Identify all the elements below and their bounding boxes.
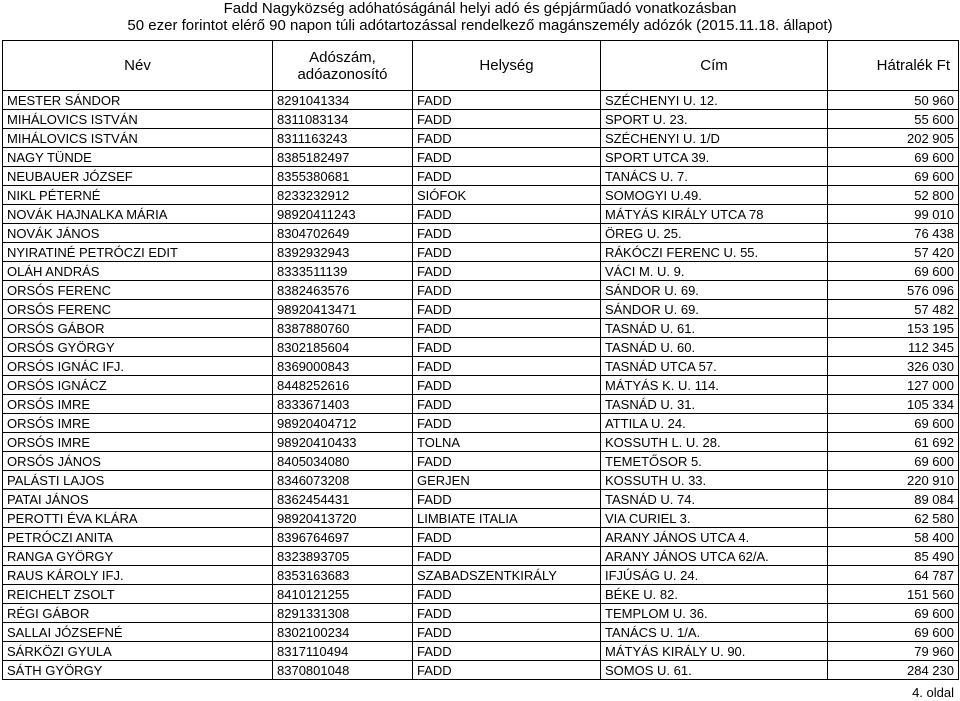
cell-name: NOVÁK HAJNALKA MÁRIA bbox=[3, 205, 273, 224]
cell-taxid: 8392932943 bbox=[273, 243, 413, 262]
cell-address: TASNÁD U. 61. bbox=[601, 319, 828, 338]
cell-arrears: 79 960 bbox=[828, 642, 959, 661]
cell-name: NOVÁK JÁNOS bbox=[3, 224, 273, 243]
table-row bbox=[3, 262, 959, 281]
table-row bbox=[3, 433, 959, 452]
cell-address: TANÁCS U. 1/A. bbox=[601, 623, 828, 642]
cell-arrears: 61 692 bbox=[828, 433, 959, 452]
cell-taxid: 98920404712 bbox=[273, 414, 413, 433]
cell-city: FADD bbox=[413, 376, 601, 395]
cell-arrears: 76 438 bbox=[828, 224, 959, 243]
cell-city: FADD bbox=[413, 490, 601, 509]
cell-city: FADD bbox=[413, 148, 601, 167]
cell-name: ORSÓS FERENC bbox=[3, 300, 273, 319]
cell-arrears: 55 600 bbox=[828, 110, 959, 129]
cell-city: FADD bbox=[413, 224, 601, 243]
cell-address: TASNÁD U. 74. bbox=[601, 490, 828, 509]
cell-taxid: 8405034080 bbox=[273, 452, 413, 471]
table-row bbox=[3, 585, 959, 604]
cell-city: FADD bbox=[413, 528, 601, 547]
cell-taxid: 8233232912 bbox=[273, 186, 413, 205]
cell-name: ORSÓS IGNÁCZ bbox=[3, 376, 273, 395]
cell-name: NAGY TÜNDE bbox=[3, 148, 273, 167]
cell-taxid: 98920413720 bbox=[273, 509, 413, 528]
cell-arrears: 153 195 bbox=[828, 319, 959, 338]
cell-taxid: 8291331308 bbox=[273, 604, 413, 623]
cell-address: RÁKÓCZI FERENC U. 55. bbox=[601, 243, 828, 262]
cell-taxid: 8302185604 bbox=[273, 338, 413, 357]
cell-address: ATTILA U. 24. bbox=[601, 414, 828, 433]
cell-name: ORSÓS IMRE bbox=[3, 414, 273, 433]
cell-arrears: 52 800 bbox=[828, 186, 959, 205]
cell-address: SPORT U. 23. bbox=[601, 110, 828, 129]
cell-taxid: 8448252616 bbox=[273, 376, 413, 395]
cell-city: FADD bbox=[413, 661, 601, 680]
cell-city: LIMBIATE ITALIA bbox=[413, 509, 601, 528]
cell-address: TANÁCS U. 7. bbox=[601, 167, 828, 186]
table-row bbox=[3, 395, 959, 414]
cell-name: PALÁSTI LAJOS bbox=[3, 471, 273, 490]
cell-arrears: 85 490 bbox=[828, 547, 959, 566]
cell-name: ORSÓS FERENC bbox=[3, 281, 273, 300]
cell-name: ORSÓS GÁBOR bbox=[3, 319, 273, 338]
cell-taxid: 8353163683 bbox=[273, 566, 413, 585]
table-row bbox=[3, 91, 959, 110]
cell-address: TEMPLOM U. 36. bbox=[601, 604, 828, 623]
cell-taxid: 8410121255 bbox=[273, 585, 413, 604]
cell-arrears: 284 230 bbox=[828, 661, 959, 680]
cell-address: SÁNDOR U. 69. bbox=[601, 281, 828, 300]
cell-arrears: 112 345 bbox=[828, 338, 959, 357]
cell-city: SIÓFOK bbox=[413, 186, 601, 205]
debtor-table bbox=[2, 40, 959, 680]
cell-taxid: 98920413471 bbox=[273, 300, 413, 319]
cell-address: TASNÁD U. 60. bbox=[601, 338, 828, 357]
cell-city: FADD bbox=[413, 414, 601, 433]
table-body bbox=[3, 91, 959, 680]
cell-address: SZÉCHENYI U. 1/D bbox=[601, 129, 828, 148]
cell-name: PEROTTI ÉVA KLÁRA bbox=[3, 509, 273, 528]
table-row bbox=[3, 205, 959, 224]
cell-arrears: 89 084 bbox=[828, 490, 959, 509]
cell-taxid: 8333511139 bbox=[273, 262, 413, 281]
cell-name: SALLAI JÓZSEFNÉ bbox=[3, 623, 273, 642]
table-row bbox=[3, 528, 959, 547]
table-row bbox=[3, 547, 959, 566]
cell-arrears: 576 096 bbox=[828, 281, 959, 300]
cell-address: MÁTYÁS KIRÁLY U. 90. bbox=[601, 642, 828, 661]
cell-city: FADD bbox=[413, 338, 601, 357]
cell-taxid: 8387880760 bbox=[273, 319, 413, 338]
cell-name: NEUBAUER JÓZSEF bbox=[3, 167, 273, 186]
cell-arrears: 69 600 bbox=[828, 148, 959, 167]
cell-arrears: 151 560 bbox=[828, 585, 959, 604]
cell-city: FADD bbox=[413, 300, 601, 319]
cell-name: ORSÓS IMRE bbox=[3, 433, 273, 452]
cell-address: SPORT UTCA 39. bbox=[601, 148, 828, 167]
table-row bbox=[3, 357, 959, 376]
cell-name: NIKL PÉTERNÉ bbox=[3, 186, 273, 205]
cell-arrears: 127 000 bbox=[828, 376, 959, 395]
cell-address: MÁTYÁS KIRÁLY UTCA 78 bbox=[601, 205, 828, 224]
cell-taxid: 98920411243 bbox=[273, 205, 413, 224]
cell-city: FADD bbox=[413, 167, 601, 186]
column-header-taxid bbox=[273, 41, 413, 91]
table-header-row bbox=[3, 41, 959, 91]
cell-city: FADD bbox=[413, 281, 601, 300]
cell-taxid: 8304702649 bbox=[273, 224, 413, 243]
cell-name: RANGA GYÖRGY bbox=[3, 547, 273, 566]
cell-address: SOMOS U. 61. bbox=[601, 661, 828, 680]
page-number: 4. oldal bbox=[912, 685, 954, 700]
cell-arrears: 99 010 bbox=[828, 205, 959, 224]
table-row bbox=[3, 110, 959, 129]
table-row bbox=[3, 281, 959, 300]
column-header-taxid-line1: Adószám, bbox=[309, 48, 376, 66]
cell-city: FADD bbox=[413, 91, 601, 110]
cell-taxid: 8311163243 bbox=[273, 129, 413, 148]
table-row bbox=[3, 471, 959, 490]
cell-address: SZÉCHENYI U. 12. bbox=[601, 91, 828, 110]
cell-arrears: 69 600 bbox=[828, 167, 959, 186]
cell-taxid: 8346073208 bbox=[273, 471, 413, 490]
cell-arrears: 105 334 bbox=[828, 395, 959, 414]
cell-taxid: 98920410433 bbox=[273, 433, 413, 452]
cell-name: RÉGI GÁBOR bbox=[3, 604, 273, 623]
cell-arrears: 69 600 bbox=[828, 414, 959, 433]
table-row bbox=[3, 490, 959, 509]
cell-city: FADD bbox=[413, 547, 601, 566]
cell-arrears: 69 600 bbox=[828, 262, 959, 281]
table-row bbox=[3, 148, 959, 167]
table-row bbox=[3, 243, 959, 262]
cell-city: FADD bbox=[413, 319, 601, 338]
cell-name: RAUS KÁROLY IFJ. bbox=[3, 566, 273, 585]
cell-city: FADD bbox=[413, 585, 601, 604]
table-row bbox=[3, 224, 959, 243]
cell-arrears: 58 400 bbox=[828, 528, 959, 547]
cell-address: IFJÚSÁG U. 24. bbox=[601, 566, 828, 585]
cell-taxid: 8370801048 bbox=[273, 661, 413, 680]
cell-taxid: 8291041334 bbox=[273, 91, 413, 110]
table-row bbox=[3, 167, 959, 186]
cell-taxid: 8355380681 bbox=[273, 167, 413, 186]
table-row bbox=[3, 300, 959, 319]
cell-name: REICHELT ZSOLT bbox=[3, 585, 273, 604]
cell-city: FADD bbox=[413, 129, 601, 148]
cell-city: FADD bbox=[413, 623, 601, 642]
cell-city: FADD bbox=[413, 357, 601, 376]
cell-name: ORSÓS GYÖRGY bbox=[3, 338, 273, 357]
table-row bbox=[3, 376, 959, 395]
cell-name: NYIRATINÉ PETRÓCZI EDIT bbox=[3, 243, 273, 262]
cell-name: MIHÁLOVICS ISTVÁN bbox=[3, 110, 273, 129]
cell-city: FADD bbox=[413, 395, 601, 414]
cell-taxid: 8302100234 bbox=[273, 623, 413, 642]
column-header-city: Helység bbox=[413, 41, 601, 91]
cell-city: FADD bbox=[413, 642, 601, 661]
cell-name: MESTER SÁNDOR bbox=[3, 91, 273, 110]
cell-address: KOSSUTH U. 33. bbox=[601, 471, 828, 490]
cell-city: GERJEN bbox=[413, 471, 601, 490]
table-row bbox=[3, 129, 959, 148]
cell-name: PETRÓCZI ANITA bbox=[3, 528, 273, 547]
cell-arrears: 202 905 bbox=[828, 129, 959, 148]
cell-address: BÉKE U. 82. bbox=[601, 585, 828, 604]
cell-name: OLÁH ANDRÁS bbox=[3, 262, 273, 281]
table-row bbox=[3, 604, 959, 623]
cell-arrears: 57 482 bbox=[828, 300, 959, 319]
cell-taxid: 8362454431 bbox=[273, 490, 413, 509]
cell-arrears: 326 030 bbox=[828, 357, 959, 376]
cell-name: SÁTH GYÖRGY bbox=[3, 661, 273, 680]
table-row bbox=[3, 642, 959, 661]
cell-taxid: 8382463576 bbox=[273, 281, 413, 300]
table-row bbox=[3, 452, 959, 471]
cell-address: ARANY JÁNOS UTCA 4. bbox=[601, 528, 828, 547]
cell-city: FADD bbox=[413, 452, 601, 471]
cell-arrears: 50 960 bbox=[828, 91, 959, 110]
cell-address: ÖREG U. 25. bbox=[601, 224, 828, 243]
cell-arrears: 62 580 bbox=[828, 509, 959, 528]
column-header-taxid-line2: adóazonosító bbox=[297, 65, 388, 83]
cell-name: ORSÓS JÁNOS bbox=[3, 452, 273, 471]
cell-address: ARANY JÁNOS UTCA 62/A. bbox=[601, 547, 828, 566]
table-row bbox=[3, 509, 959, 528]
table-row bbox=[3, 319, 959, 338]
document-subtitle: 50 ezer forintot elérő 90 napon túli adótartozással rendelkező magánszemély adózók (2015.11.18. állapot) bbox=[127, 17, 833, 34]
cell-address: SÁNDOR U. 69. bbox=[601, 300, 828, 319]
cell-city: FADD bbox=[413, 243, 601, 262]
table-row bbox=[3, 186, 959, 205]
cell-address: SOMOGYI U.49. bbox=[601, 186, 828, 205]
cell-address: MÁTYÁS K. U. 114. bbox=[601, 376, 828, 395]
cell-address: KOSSUTH L. U. 28. bbox=[601, 433, 828, 452]
cell-city: FADD bbox=[413, 205, 601, 224]
cell-city: FADD bbox=[413, 110, 601, 129]
document-title: Fadd Nagyközség adóhatóságánál helyi adó és gépjárműadó vonatkozásban bbox=[223, 0, 737, 17]
table-row bbox=[3, 661, 959, 680]
cell-taxid: 8323893705 bbox=[273, 547, 413, 566]
cell-taxid: 8396764697 bbox=[273, 528, 413, 547]
cell-city: TOLNA bbox=[413, 433, 601, 452]
cell-city: SZABADSZENTKIRÁLY bbox=[413, 566, 601, 585]
cell-taxid: 8369000843 bbox=[273, 357, 413, 376]
cell-name: SÁRKÖZI GYULA bbox=[3, 642, 273, 661]
cell-name: PATAI JÁNOS bbox=[3, 490, 273, 509]
cell-name: ORSÓS IMRE bbox=[3, 395, 273, 414]
cell-taxid: 8317110494 bbox=[273, 642, 413, 661]
cell-address: VÁCI M. U. 9. bbox=[601, 262, 828, 281]
table-row bbox=[3, 414, 959, 433]
cell-address: TASNÁD UTCA 57. bbox=[601, 357, 828, 376]
cell-taxid: 8311083134 bbox=[273, 110, 413, 129]
cell-city: FADD bbox=[413, 262, 601, 281]
cell-address: TASNÁD U. 31. bbox=[601, 395, 828, 414]
cell-address: TEMETŐSOR 5. bbox=[601, 452, 828, 471]
table-row bbox=[3, 623, 959, 642]
cell-taxid: 8385182497 bbox=[273, 148, 413, 167]
cell-name: MIHÁLOVICS ISTVÁN bbox=[3, 129, 273, 148]
cell-arrears: 69 600 bbox=[828, 604, 959, 623]
column-header-address: Cím bbox=[601, 41, 828, 91]
cell-city: FADD bbox=[413, 604, 601, 623]
column-header-name: Név bbox=[3, 41, 273, 91]
cell-arrears: 64 787 bbox=[828, 566, 959, 585]
table-row bbox=[3, 338, 959, 357]
cell-address: VIA CURIEL 3. bbox=[601, 509, 828, 528]
cell-arrears: 69 600 bbox=[828, 623, 959, 642]
cell-arrears: 220 910 bbox=[828, 471, 959, 490]
cell-arrears: 69 600 bbox=[828, 452, 959, 471]
cell-arrears: 57 420 bbox=[828, 243, 959, 262]
cell-name: ORSÓS IGNÁC IFJ. bbox=[3, 357, 273, 376]
table-row bbox=[3, 566, 959, 585]
column-header-arrears: Hátralék Ft bbox=[828, 41, 959, 91]
cell-taxid: 8333671403 bbox=[273, 395, 413, 414]
